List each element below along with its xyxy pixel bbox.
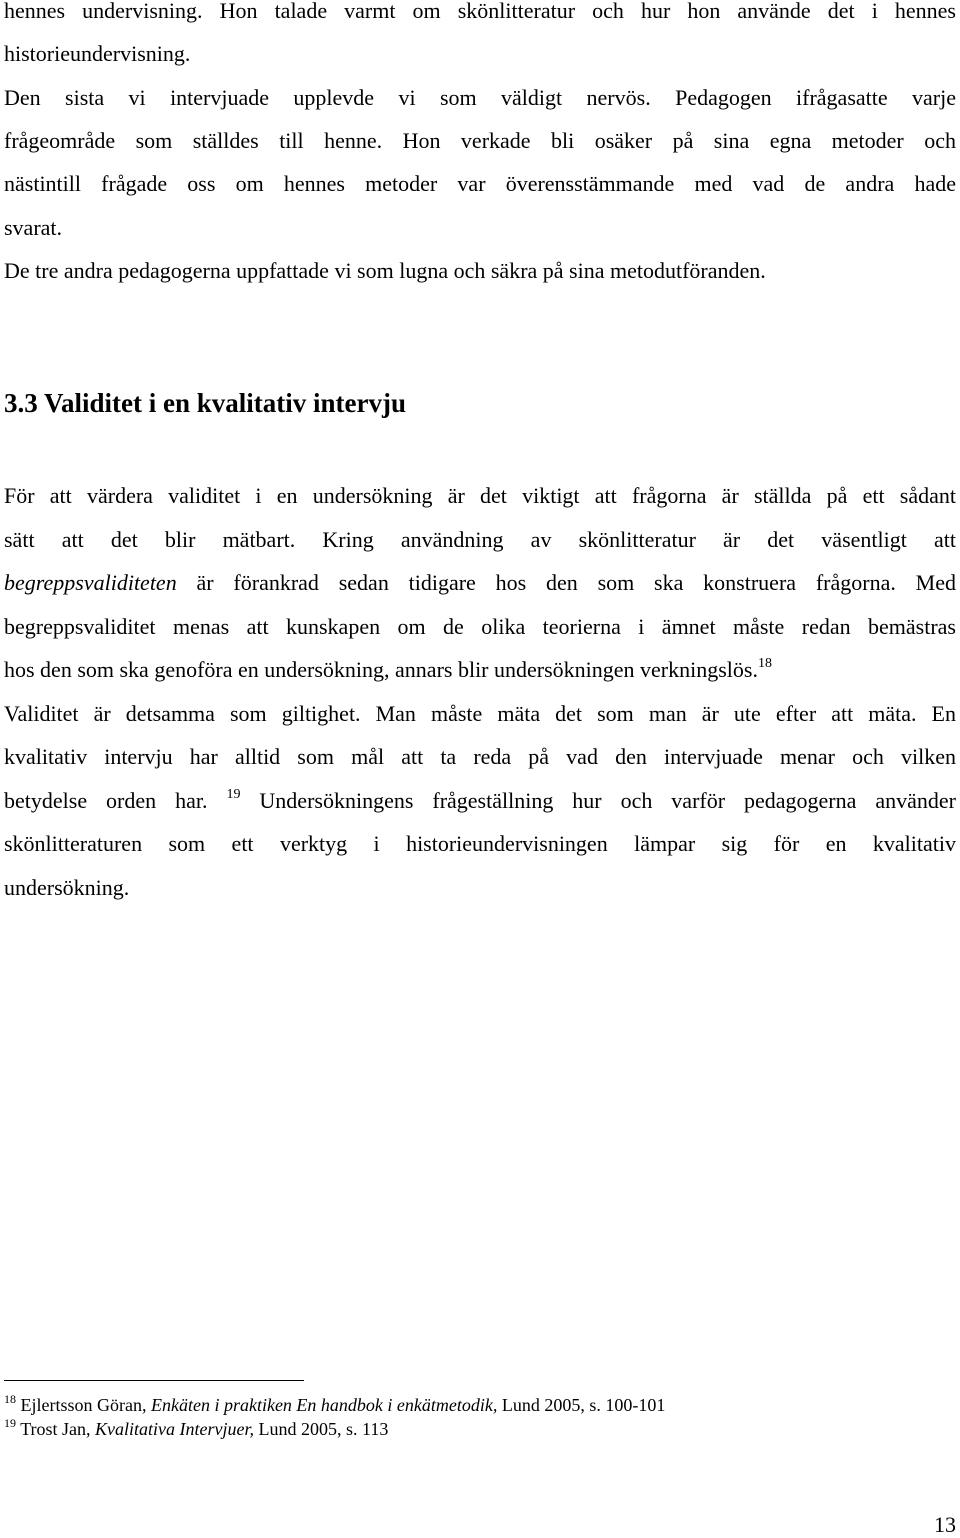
footnote-number: 19: [4, 1416, 16, 1430]
footnote-rest: Lund 2005, s. 100-101: [497, 1395, 666, 1415]
intro-line: frågeområde som ställdes till henne. Hon verkade bli osäker på sina egna metoder och: [4, 128, 956, 153]
footnote-rest: Lund 2005, s. 113: [254, 1419, 389, 1439]
footnote-reference[interactable]: 18: [757, 655, 772, 671]
body-line: begreppsvaliditet menas att kunskapen om de olika teorierna i ämnet måste redan bemästras: [4, 614, 956, 639]
body-line: [4, 787, 956, 815]
intro-line: hennes undervisning. Hon talade varmt om skönlitteratur och hur hon använde det i hennes: [4, 0, 956, 23]
footnote-reference[interactable]: 19: [226, 786, 241, 802]
intro-line: historieundervisning.: [4, 41, 191, 66]
footnote-divider: [4, 1380, 304, 1381]
intro-line: nästintill frågade oss om hennes metoder var överensstämmande med vad de andra hade: [4, 171, 956, 196]
body-line: kvalitativ intervju har alltid som mål att ta reda på vad den intervjuade menar och vilken: [4, 744, 956, 769]
body-line: För att värdera validitet i en undersökning är det viktigt att frågorna är ställda på ett sådant: [4, 483, 956, 508]
body-line: [4, 656, 772, 684]
footnote: [4, 1417, 388, 1441]
footnote-title: Kvalitativa Intervjuer,: [95, 1419, 255, 1439]
footnote-author: Ejlertsson Göran,: [20, 1395, 151, 1415]
intro-line: Den sista vi intervjuade upplevde vi som väldigt nervös. Pedagogen ifrågasatte varje: [4, 85, 956, 110]
intro-line: svarat.: [4, 215, 63, 240]
footnote: [4, 1393, 665, 1417]
body-line: undersökning.: [4, 875, 130, 900]
body-text: är förankrad sedan tidigare hos den som ska konstruera frågorna. Med: [176, 570, 956, 595]
footnote-number: 18: [4, 1392, 16, 1406]
footnote-title: Enkäten i praktiken En handbok i enkätmetodik,: [150, 1395, 498, 1415]
italic-term: begreppsvaliditeten: [4, 570, 177, 595]
body-text: hos den som ska genoföra en undersökning, annars blir undersökningen verkningslös.: [4, 657, 758, 682]
body-line: skönlitteraturen som ett verktyg i historieundervisningen lämpar sig för en kvalitativ: [4, 831, 956, 856]
page-number: 13: [934, 1512, 956, 1537]
footnote-author: Trost Jan,: [20, 1419, 96, 1439]
body-text: Undersökningens frågeställning hur och varför pedagogerna använder: [240, 788, 956, 813]
body-line: [4, 569, 956, 597]
section-heading: 3.3 Validitet i en kvalitativ intervju: [4, 388, 407, 418]
body-line: sätt att det blir mätbart. Kring användning av skönlitteratur är det väsentligt att: [4, 527, 956, 552]
intro-line: De tre andra pedagogerna uppfattade vi som lugna och säkra på sina metodutföranden.: [4, 258, 766, 283]
body-text: betydelse orden har.: [4, 788, 208, 813]
body-line: Validitet är detsamma som giltighet. Man måste mäta det som man är ute efter att mäta. En: [4, 701, 956, 726]
